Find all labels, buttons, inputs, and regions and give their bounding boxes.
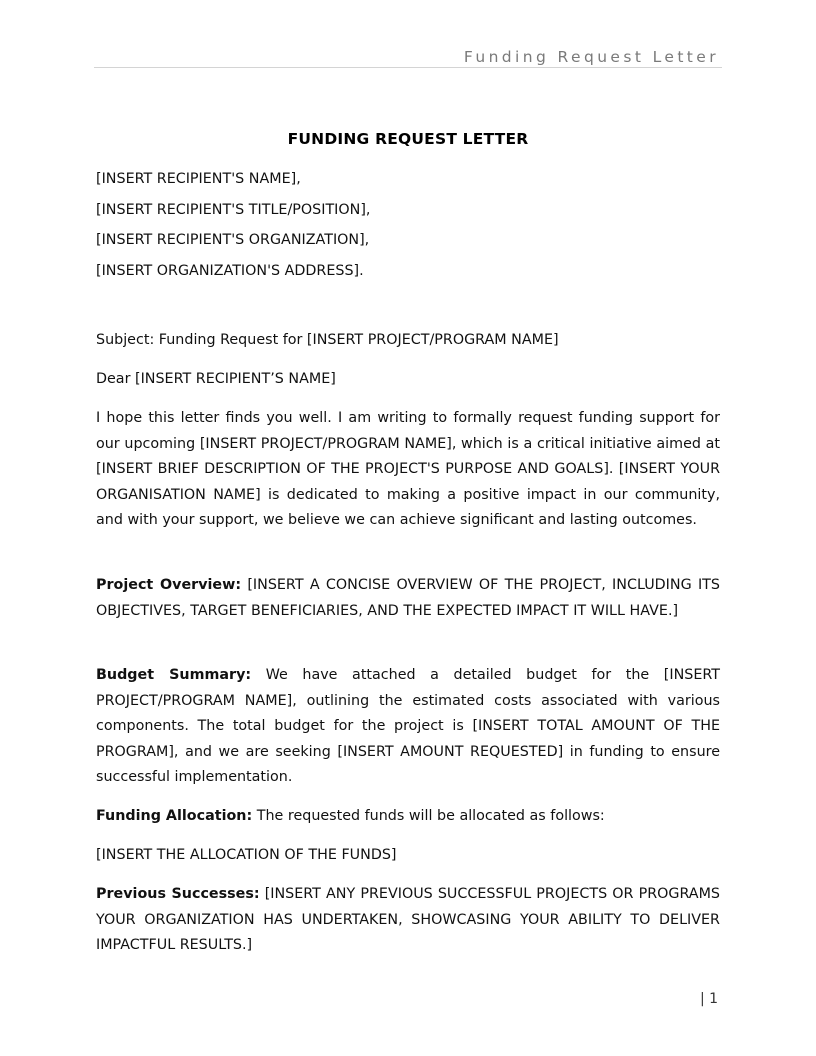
salutation: Dear [INSERT RECIPIENT’S NAME] (96, 371, 336, 387)
document-title: FUNDING REQUEST LETTER (287, 130, 529, 148)
header-divider (94, 67, 722, 68)
funding-allocation-paragraph (96, 804, 720, 830)
budget-summary-label: Budget Summary: (96, 667, 252, 683)
page-header-title: Funding Request Letter (463, 48, 719, 66)
project-overview-text: [INSERT A CONCISE OVERVIEW OF THE PROJECT, INCLUDING ITS OBJECTIVES, TARGET BENEFICIARIES, AND THE EXPECTED IMPACT IT WILL HAVE.] (96, 577, 720, 619)
budget-summary-paragraph (96, 663, 720, 791)
subject-line: Subject: Funding Request for [INSERT PROJECT/PROGRAM NAME] (96, 332, 559, 348)
recipient-address: [INSERT ORGANIZATION'S ADDRESS]. (96, 263, 364, 279)
project-overview-paragraph (96, 573, 720, 624)
funding-allocation-text: The requested funds will be allocated as follows: (252, 808, 605, 824)
recipient-title: [INSERT RECIPIENT'S TITLE/POSITION], (96, 202, 371, 218)
project-overview-label: Project Overview: (96, 577, 242, 593)
page-number: | 1 (700, 991, 719, 1007)
previous-successes-paragraph (96, 882, 720, 959)
recipient-organization: [INSERT RECIPIENT'S ORGANIZATION], (96, 232, 370, 248)
intro-paragraph: I hope this letter finds you well. I am writing to formally request funding support for our upcoming [INSERT PROJECT/PROGRAM NAME], which is a critical initiative aimed at [INSERT BRIEF DESCRIPTION OF THE PROJECT'S PURPOSE AND GOALS]. [INSERT YOUR ORGANISATION NAME] is dedicated to making a positive impact in our community, and with your support, we believe we can achieve significant and lasting outcomes. (96, 410, 720, 529)
recipient-name: [INSERT RECIPIENT'S NAME], (96, 171, 301, 187)
previous-successes-text: [INSERT ANY PREVIOUS SUCCESSFUL PROJECTS OR PROGRAMS YOUR ORGANIZATION HAS UNDERTAKEN, SHOWCASING YOUR ABILITY TO DELIVER IMPACTFUL RESULTS.] (96, 886, 721, 954)
budget-summary-text: We have attached a detailed budget for the [INSERT PROJECT/PROGRAM NAME], outlining the estimated costs associated with various components. The total budget for the project is [INSERT TOTAL AMOUNT OF THE PROGRAM], and we are seeking [INSERT AMOUNT REQUESTED] in funding to ensure successful implementation. (96, 667, 720, 786)
previous-successes-label: Previous Successes: (96, 886, 260, 902)
funding-allocation-label: Funding Allocation: (96, 808, 253, 824)
allocation-placeholder: [INSERT THE ALLOCATION OF THE FUNDS] (96, 847, 397, 863)
